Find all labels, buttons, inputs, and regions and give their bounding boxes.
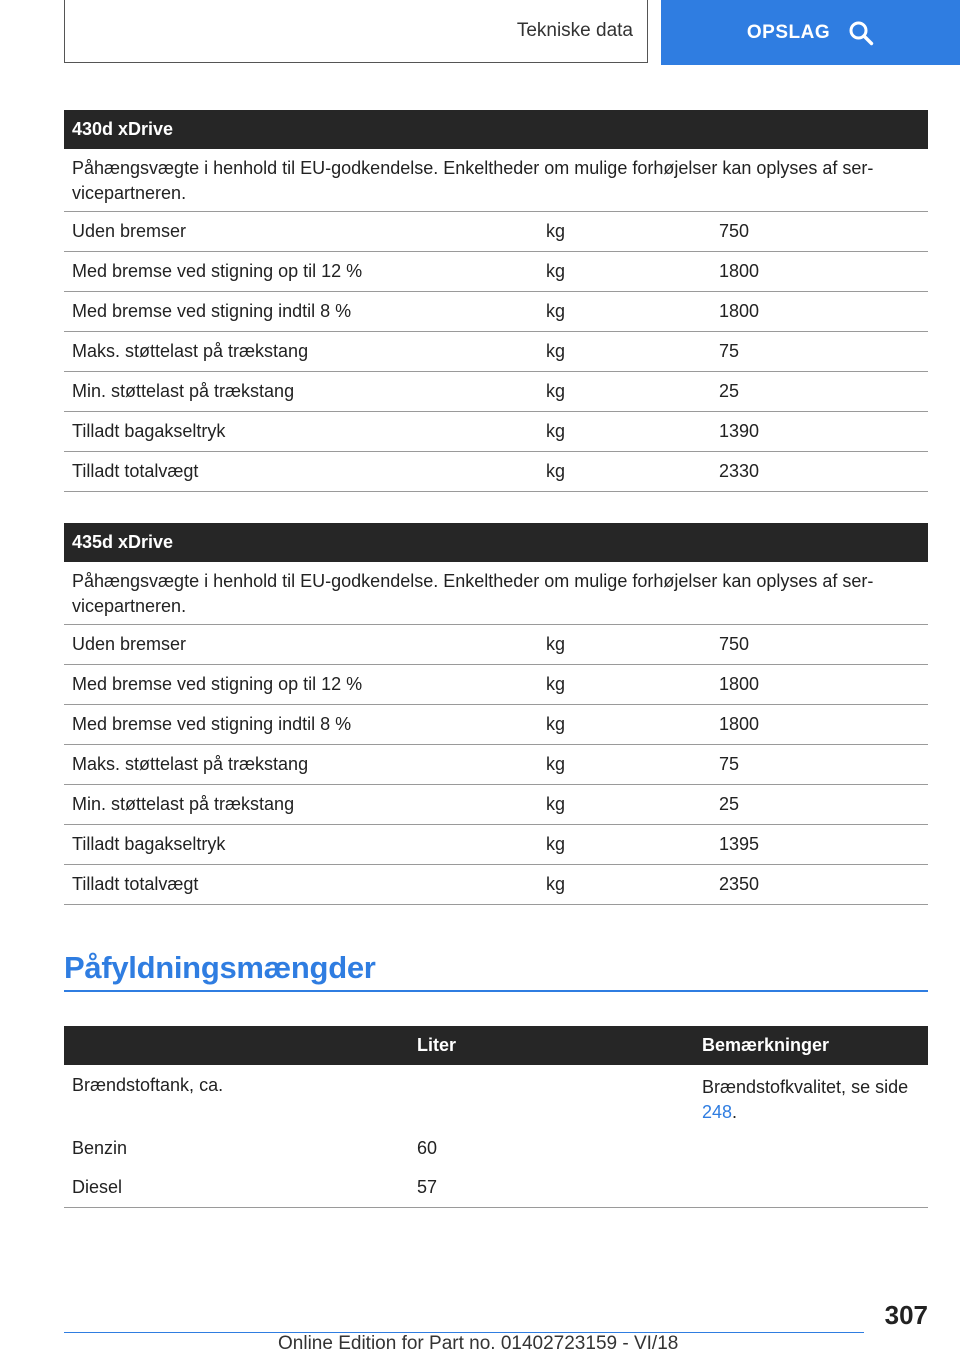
- row-label: Diesel: [72, 1177, 123, 1197]
- section-description: Påhængsvægte i henhold til EU-godkendelse. Enkeltheder om mulige forhøjelser kan oplyses af ser-vicepartneren.: [64, 562, 928, 625]
- table-row: [64, 1065, 928, 1129]
- chapter-tab[interactable]: [64, 0, 648, 63]
- table-row: [64, 865, 928, 905]
- section-435d: [64, 523, 928, 905]
- row-value: 750: [719, 634, 750, 654]
- row-unit: kg: [546, 301, 566, 321]
- table-row: [64, 705, 928, 745]
- row-label: Tilladt totalvægt: [72, 874, 199, 894]
- top-bar: [0, 0, 960, 66]
- row-value: 2330: [719, 461, 760, 481]
- row-value: 1800: [719, 674, 760, 694]
- row-unit: kg: [546, 754, 566, 774]
- table-row: [64, 292, 928, 332]
- section-430d: [64, 110, 928, 492]
- row-unit: kg: [546, 794, 566, 814]
- table-row: [64, 745, 928, 785]
- row-value: 1800: [719, 714, 760, 734]
- row-label: Med bremse ved stigning indtil 8 %: [72, 301, 352, 321]
- row-unit: kg: [546, 261, 566, 281]
- table-header: [64, 1026, 928, 1065]
- table-row: [64, 452, 928, 492]
- row-liter: [409, 1075, 694, 1129]
- row-unit: kg: [546, 714, 566, 734]
- page-link[interactable]: 248: [702, 1102, 733, 1122]
- row-remark: Brændstofkvalitet, se side 248.: [702, 1077, 909, 1122]
- page-number: 307: [884, 1300, 928, 1330]
- main-content: [64, 110, 928, 936]
- row-label: Uden bremser: [72, 634, 187, 654]
- table-row: [64, 825, 928, 865]
- header-liter: Liter: [417, 1035, 457, 1055]
- row-label: Tilladt bagakseltryk: [72, 834, 226, 854]
- row-liter: 60: [417, 1138, 438, 1158]
- header-remarks: Bemærkninger: [702, 1035, 830, 1055]
- row-value: 25: [719, 381, 740, 401]
- table-row: [64, 625, 928, 665]
- row-label: Maks. støttelast på trækstang: [72, 341, 309, 361]
- table-row: [64, 665, 928, 705]
- row-unit: kg: [546, 874, 566, 894]
- search-icon: [848, 20, 874, 46]
- row-value: 1390: [719, 421, 760, 441]
- row-unit: kg: [546, 341, 566, 361]
- row-label: Med bremse ved stigning op til 12 %: [72, 674, 363, 694]
- section-title: 435d xDrive: [64, 523, 928, 562]
- row-unit: kg: [546, 461, 566, 481]
- footer-edition: Online Edition for Part no. 01402723159 - VI/18: [278, 1333, 679, 1354]
- row-unit: kg: [546, 381, 566, 401]
- fill-quantities-table: [64, 1026, 928, 1208]
- lookup-button[interactable]: [661, 0, 960, 65]
- row-value: 750: [719, 221, 750, 241]
- row-unit: kg: [546, 674, 566, 694]
- row-label: Maks. støttelast på trækstang: [72, 754, 309, 774]
- row-label: Min. støttelast på trækstang: [72, 381, 295, 401]
- row-value: 25: [719, 794, 740, 814]
- remark-text: Brændstofkvalitet, se side: [702, 1077, 909, 1097]
- row-unit: kg: [546, 634, 566, 654]
- lookup-label: OPSLAG: [746, 21, 831, 43]
- table-row: [64, 252, 928, 292]
- row-value: 1800: [719, 301, 760, 321]
- table-row: [64, 412, 928, 452]
- fill-quantities-heading: Påfyldningsmængder: [64, 946, 928, 992]
- row-label: Tilladt bagakseltryk: [72, 421, 226, 441]
- row-label: Med bremse ved stigning indtil 8 %: [72, 714, 352, 734]
- row-unit: kg: [546, 221, 566, 241]
- table-row: [64, 1129, 928, 1168]
- chapter-title: Tekniske data: [516, 20, 633, 41]
- section-description: Påhængsvægte i henhold til EU-godkendelse. Enkeltheder om mulige forhøjelser kan oplyses af ser-vicepartneren.: [64, 149, 928, 212]
- row-value: 1800: [719, 261, 760, 281]
- table-row: [64, 785, 928, 825]
- row-label: Benzin: [72, 1138, 128, 1158]
- row-label: Uden bremser: [72, 221, 187, 241]
- row-value: 75: [719, 341, 740, 361]
- row-label: Tilladt totalvægt: [72, 461, 199, 481]
- row-label: Med bremse ved stigning op til 12 %: [72, 261, 363, 281]
- table-row: [64, 372, 928, 412]
- row-liter: 57: [417, 1177, 438, 1197]
- table-row: [64, 332, 928, 372]
- row-label: Brændstoftank, ca.: [72, 1075, 224, 1095]
- row-value: 1395: [719, 834, 760, 854]
- section-title: 430d xDrive: [64, 110, 928, 149]
- row-label: Min. støttelast på trækstang: [72, 794, 295, 814]
- row-unit: kg: [546, 421, 566, 441]
- row-value: 75: [719, 754, 740, 774]
- row-value: 2350: [719, 874, 760, 894]
- table-row: [64, 212, 928, 252]
- table-row: [64, 1168, 928, 1208]
- row-unit: kg: [546, 834, 566, 854]
